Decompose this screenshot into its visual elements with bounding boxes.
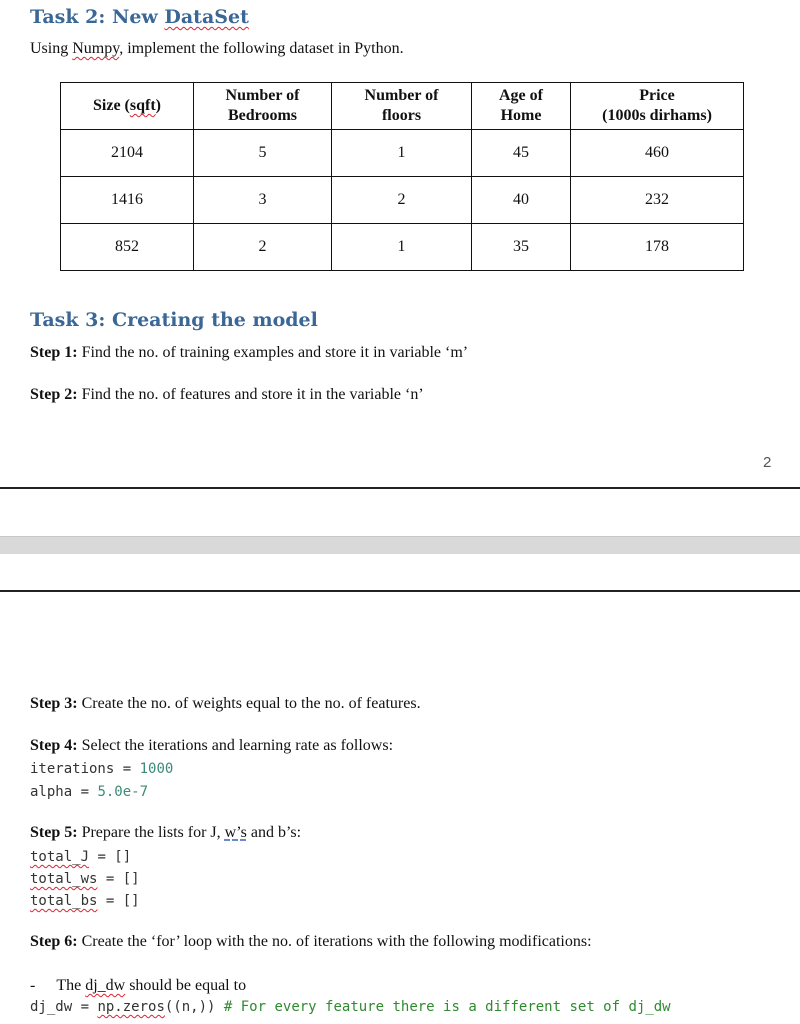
- step1-text: [30, 344, 468, 362]
- dataset-table: [60, 82, 744, 271]
- code-total-j: [30, 849, 131, 865]
- task2-intro-word: Numpy: [72, 40, 120, 57]
- code-alpha-value: 5.0e-7: [97, 784, 149, 800]
- table-row: [61, 224, 744, 271]
- header-bedrooms-line2: Bedrooms: [227, 107, 298, 124]
- table-cell: 460: [571, 130, 744, 177]
- step4-label: Step 4:: [30, 737, 78, 754]
- header-size: [61, 83, 194, 130]
- task2-heading: [30, 6, 249, 28]
- table-cell: 45: [472, 130, 571, 177]
- step3-text: [30, 695, 421, 713]
- table-cell: 40: [472, 177, 571, 224]
- step5-body-b: and b’s:: [246, 824, 302, 841]
- header-size-unit: sqft: [129, 97, 156, 114]
- table-cell: 2: [332, 177, 472, 224]
- table-cell: 35: [472, 224, 571, 271]
- step6-label: Step 6:: [30, 933, 78, 950]
- header-price-line2: (1000s dirhams): [602, 107, 712, 124]
- code-djdw-args: ((n,)): [164, 999, 224, 1015]
- table-cell: 3: [194, 177, 332, 224]
- code-alpha: [30, 784, 148, 800]
- step1-label: Step 1:: [30, 344, 78, 361]
- code-total-j-eq: = []: [89, 849, 132, 865]
- header-floors: [332, 83, 472, 130]
- table-header-row: [61, 83, 744, 130]
- step5-text: [30, 824, 301, 842]
- page-gap: [0, 536, 800, 554]
- code-total-bs-name: total_bs: [30, 893, 98, 909]
- table-row: [61, 130, 744, 177]
- step3-label: Step 3:: [30, 695, 78, 712]
- page-top-edge: [0, 590, 800, 592]
- bullet-djdw: [30, 977, 246, 995]
- step6-text: [30, 933, 592, 951]
- task2-heading-prefix: Task 2: New: [30, 6, 165, 28]
- bullet-dash: -: [30, 977, 36, 994]
- step6-body: Create the ‘for’ loop with the no. of iterations with the following modifications:: [77, 933, 592, 950]
- task2-heading-word: DataSet: [164, 6, 249, 28]
- table-cell: 5: [194, 130, 332, 177]
- table-cell: 2: [194, 224, 332, 271]
- page-number: 2: [763, 454, 772, 471]
- code-total-ws-eq: = []: [97, 871, 140, 887]
- bullet-word: dj_dw: [85, 977, 126, 994]
- code-total-bs-eq: = []: [97, 893, 140, 909]
- table-cell: 852: [61, 224, 194, 271]
- bullet-text-b: should be equal to: [125, 977, 247, 994]
- bullet-text-a: The: [56, 977, 86, 994]
- table-cell: 178: [571, 224, 744, 271]
- step2-text: [30, 386, 424, 404]
- task2-intro: [30, 40, 404, 58]
- code-djdw-comment: # For every feature there is a different set of dj_dw: [223, 999, 671, 1015]
- table-cell: 1: [332, 130, 472, 177]
- step4-text: [30, 737, 393, 755]
- code-total-j-name: total_J: [30, 849, 90, 865]
- header-floors-line1: Number of: [364, 87, 439, 104]
- step5-body-a: Prepare the lists for J,: [77, 824, 225, 841]
- step3-body: Create the no. of weights equal to the no. of features.: [77, 695, 421, 712]
- code-iter-eq: =: [114, 761, 140, 777]
- step2-label: Step 2:: [30, 386, 78, 403]
- code-alpha-name: alpha: [30, 784, 73, 800]
- table-cell: 1416: [61, 177, 194, 224]
- page-bottom-edge: [0, 487, 800, 489]
- code-iter-name: iterations: [30, 761, 115, 777]
- code-djdw-lhs: dj_dw =: [30, 999, 98, 1015]
- task2-intro-prefix: Using: [30, 40, 73, 57]
- code-total-ws-name: total_ws: [30, 871, 98, 887]
- header-age-line1: Age of: [499, 87, 543, 104]
- table-cell: 232: [571, 177, 744, 224]
- task3-heading: Task 3: Creating the model: [30, 309, 318, 331]
- step2-body: Find the no. of features and store it in the variable ‘n’: [77, 386, 424, 403]
- task2-intro-suffix: , implement the following dataset in Python.: [119, 40, 404, 57]
- code-djdw-fn: np.zeros: [97, 999, 165, 1015]
- code-alpha-eq: =: [72, 784, 98, 800]
- header-size-close: ): [155, 97, 161, 114]
- header-age-line2: Home: [500, 107, 542, 124]
- step4-body: Select the iterations and learning rate as follows:: [77, 737, 394, 754]
- code-iter-value: 1000: [139, 761, 174, 777]
- code-total-ws: [30, 871, 140, 887]
- header-floors-line2: floors: [381, 107, 422, 124]
- table-cell: 1: [332, 224, 472, 271]
- code-total-bs: [30, 893, 140, 909]
- code-iterations: [30, 761, 173, 777]
- step1-body: Find the no. of training examples and store it in variable ‘m’: [77, 344, 469, 361]
- header-size-text: Size (: [93, 97, 130, 114]
- table-cell: 2104: [61, 130, 194, 177]
- code-djdw: [30, 999, 671, 1015]
- header-age: [472, 83, 571, 130]
- table-row: [61, 177, 744, 224]
- header-bedrooms: [194, 83, 332, 130]
- header-bedrooms-line1: Number of: [225, 87, 300, 104]
- header-price: [571, 83, 744, 130]
- step5-label: Step 5:: [30, 824, 78, 841]
- step5-ws: w’s: [224, 824, 247, 841]
- header-price-line1: Price: [639, 87, 675, 104]
